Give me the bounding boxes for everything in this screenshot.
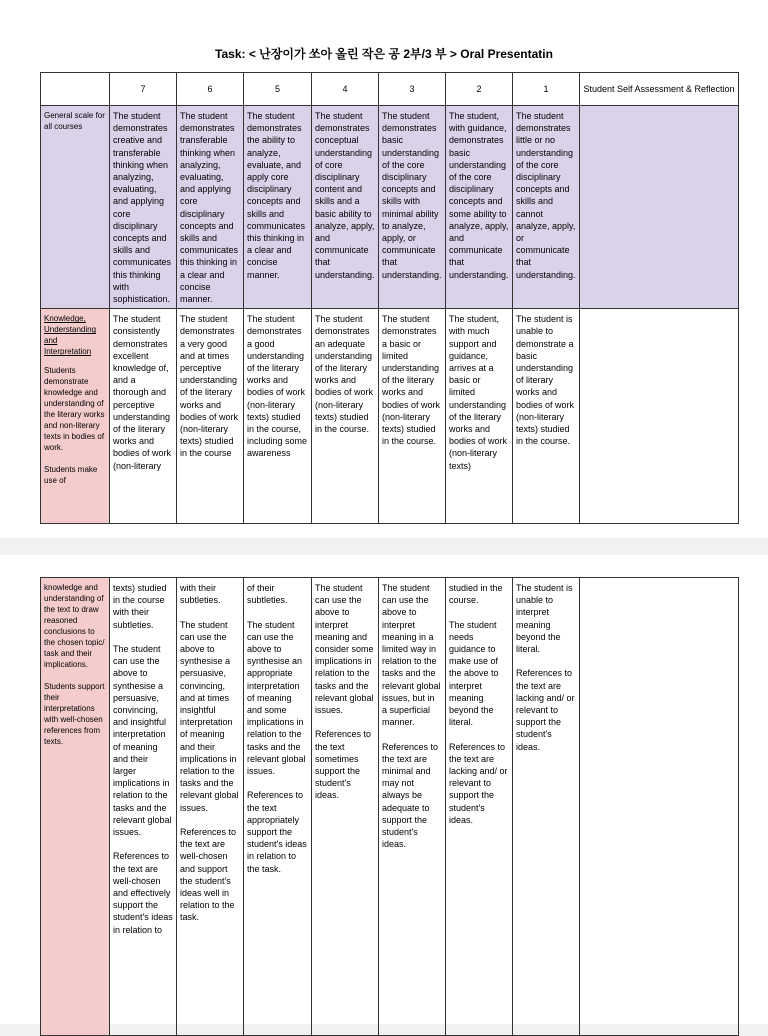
header-level-3: 3 bbox=[379, 73, 446, 106]
knowledge-cell-5: The student demonstrates a good understanding of the literary works and bodies of work (non-literary texts) studied in the course, including some awareness bbox=[244, 309, 312, 524]
knowledge-row bbox=[41, 309, 739, 524]
general-cell-6: The student demonstrates transferable thinking when analyzing, evaluating, and applying core disciplinary concepts and skills and communicates this thinking in a clear and concise manner. bbox=[177, 106, 244, 309]
header-level-6: 6 bbox=[177, 73, 244, 106]
knowledge-cont-cell-3: The student can use the above to interpret meaning in a limited way in relation to the tasks and the relevant global issues, but in a superficial manner. References to the text are minimal and may not always be adequate to support the student's ideas. bbox=[379, 578, 446, 1036]
knowledge-cont-cell-5: of their subtleties. The student can use the above to synthesise an appropriate interpretation of meaning and some implications in relation to the tasks and the relevant global issues. References to the text appropriately support the student's ideas in relation to the task. bbox=[244, 578, 312, 1036]
criterion-description: Students demonstrate knowledge and understanding of the literary works and non-literary texts in bodies of work. Students make use of bbox=[44, 366, 105, 486]
knowledge-cell-self-assessment[interactable] bbox=[580, 309, 739, 524]
general-cell-5: The student demonstrates the ability to analyze, evaluate, and apply core disciplinary concepts and skills and communicates this thinking in a clear and concise manner. bbox=[244, 106, 312, 309]
header-level-5: 5 bbox=[244, 73, 312, 106]
rubric-table-continued bbox=[40, 577, 739, 1036]
general-cell-3: The student demonstrates basic understanding of the core disciplinary concepts and skills with minimal ability to analyze, apply, or communicate that understanding. bbox=[379, 106, 446, 309]
header-row bbox=[41, 73, 739, 106]
rubric-table bbox=[40, 72, 739, 524]
page-break bbox=[0, 538, 768, 555]
knowledge-cont-cell-self-assessment[interactable] bbox=[580, 578, 739, 1036]
knowledge-cell-7: The student consistently demonstrates excellent knowledge of, and a thorough and perceptive understanding of the literary works and bodies of work (non-literary bbox=[110, 309, 177, 524]
knowledge-cont-cell-1: The student is unable to interpret meaning beyond the literal. References to the text are lacking and/ or relevant to support the student's ideas. bbox=[513, 578, 580, 1036]
criterion-title: Knowledge, Understanding and Interpretation bbox=[44, 314, 97, 357]
header-empty bbox=[41, 73, 110, 106]
criterion-knowledge-continued: knowledge and understanding of the text to draw reasoned conclusions to the chosen topic/ task and their implications. Students support their interpretations with well-chosen references from texts. bbox=[41, 578, 110, 1036]
knowledge-cell-4: The student demonstrates an adequate understanding of the literary works and bodies of work (non-literary texts) studied in the course. bbox=[312, 309, 379, 524]
knowledge-cont-cell-7: texts) studied in the course with their subtleties. The student can use the above to synthesise a persuasive, convincing, and insightful interpretation of meaning and their larger implications in relation to the tasks and the relevant global issues. References to the text are well-chosen and effectively support the student's ideas in relation to bbox=[110, 578, 177, 1036]
knowledge-cell-2: The student, with much support and guidance, arrives at a basic or limited understanding of the literary works and bodies of work (non-literary texts) bbox=[446, 309, 513, 524]
general-cell-7: The student demonstrates creative and transferable thinking when analyzing, evaluating, and applying core disciplinary concepts and skills and communicates this thinking with sophistication. bbox=[110, 106, 177, 309]
header-level-1: 1 bbox=[513, 73, 580, 106]
general-cell-1: The student demonstrates little or no understanding of the core disciplinary concepts and skills and cannot analyze, apply, or communicate that understanding. bbox=[513, 106, 580, 309]
general-cell-self-assessment[interactable] bbox=[580, 106, 739, 309]
general-cell-4: The student demonstrates conceptual understanding of core disciplinary content and skills and a basic ability to analyze, apply, and communicate that understanding. bbox=[312, 106, 379, 309]
page-title: Task: < 난장이가 쏘아 올린 작은 공 2부/3 부 > Oral Presentatin bbox=[215, 47, 553, 61]
header-level-7: 7 bbox=[110, 73, 177, 106]
knowledge-cont-cell-2: studied in the course. The student needs guidance to make use of the above to interpret meaning beyond the literal. References to the text are lacking and/ or relevant to support the student's ideas. bbox=[446, 578, 513, 1036]
page-2 bbox=[0, 555, 768, 1024]
knowledge-cell-1: The student is unable to demonstrate a basic understanding of literary works and bodies of work (non-literary texts) studied in the course. bbox=[513, 309, 580, 524]
header-self-assessment: Student Self Assessment & Reflection bbox=[580, 73, 739, 106]
knowledge-cell-3: The student demonstrates a basic or limited understanding of the literary works and bodies of work (non-literary texts) studied in the course. bbox=[379, 309, 446, 524]
general-scale-row bbox=[41, 106, 739, 309]
knowledge-cell-6: The student demonstrates a very good and at times perceptive understanding of the literary works and bodies of work (non-literary texts) studied in the course bbox=[177, 309, 244, 524]
header-level-2: 2 bbox=[446, 73, 513, 106]
header-level-4: 4 bbox=[312, 73, 379, 106]
knowledge-cont-cell-6: with their subtleties. The student can use the above to synthesise a persuasive, convincing, and at times insightful interpretation of meaning and their implications in relation to the tasks and the relevant global issues. References to the text are well-chosen and support the student's ideas well in relation to the task. bbox=[177, 578, 244, 1036]
general-scale-label: General scale for all courses bbox=[41, 106, 110, 309]
knowledge-cont-cell-4: The student can use the above to interpret meaning and consider some implications in relation to the tasks and the relevant global issues. References to the text sometimes support the student's ideas. bbox=[312, 578, 379, 1036]
general-cell-2: The student, with guidance, demonstrates basic understanding of the core disciplinary concepts and some ability to analyze, apply, and communicate that understanding. bbox=[446, 106, 513, 309]
criterion-knowledge bbox=[41, 309, 110, 524]
knowledge-row-continued bbox=[41, 578, 739, 1036]
